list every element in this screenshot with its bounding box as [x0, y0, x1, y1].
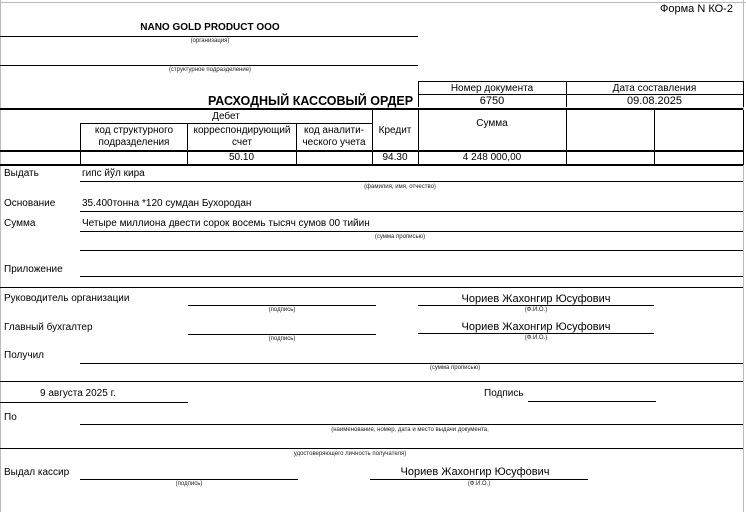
grid-line	[743, 0, 744, 512]
received-label: Получил	[4, 350, 44, 361]
head-label: Руководитель организации	[4, 293, 130, 304]
cashier-name-caption: (Ф.И.О.)	[467, 481, 491, 487]
head-sign-line	[188, 305, 376, 306]
accountant-name-line	[418, 333, 654, 334]
basis-label: Основание	[4, 198, 56, 209]
accountant-sign-line	[188, 334, 376, 335]
table-bottom	[0, 164, 743, 166]
amount-line	[80, 231, 743, 232]
org-line	[0, 36, 418, 37]
row-credit: 94.30	[382, 152, 408, 163]
issue-value: гипс йўл кира	[82, 168, 145, 179]
accountant-sign-caption: (подпись)	[268, 336, 296, 342]
amount-caption: (сумма прописью)	[374, 234, 426, 240]
doc-date-label: Дата составления	[612, 83, 697, 94]
order-date-line	[0, 402, 188, 403]
issue-label: Выдать	[4, 168, 39, 179]
received-line	[80, 363, 743, 364]
received-caption: (сумма прописью)	[429, 365, 481, 371]
by-caption: (наименование, номер, дата и место выдачи документа,	[331, 427, 489, 433]
grid-line	[0, 0, 1, 512]
cashier-sign-caption: (подпись)	[175, 481, 203, 487]
row-corr: 50.10	[228, 152, 255, 163]
docbox-top	[418, 81, 743, 82]
head-sign-caption: (подпись)	[268, 307, 296, 313]
document-title: РАСХОДНЫЙ КАССОВЫЙ ОРДЕР	[208, 94, 414, 108]
accountant-name-caption: (Ф.И.О.)	[524, 335, 548, 341]
table-col	[743, 110, 744, 165]
head-name: Чориев Жахонгир Юсуфович	[461, 293, 611, 305]
col-credit: Кредит	[378, 125, 412, 136]
docbox-line	[743, 81, 744, 107]
org-caption: (организация)	[190, 38, 230, 44]
issue-line	[80, 181, 743, 182]
dept-line	[0, 65, 418, 66]
issue-caption: (фамилия, имя, отчество)	[364, 184, 436, 190]
dept-caption: (структурное подразделение)	[168, 67, 252, 73]
basis-value: 35.400тонна *120 сумдан Бухородан	[82, 198, 252, 209]
table-col	[654, 110, 655, 165]
cashier-name-line	[370, 479, 588, 480]
cashier-name: Чориев Жахонгир Юсуфович	[400, 466, 550, 478]
by-line-2	[0, 448, 743, 449]
amount-value: Четыре миллиона двести сорок восемь тысяч сумов 00 тийин	[82, 218, 370, 229]
grid-line	[0, 2, 746, 3]
table-col	[296, 123, 297, 165]
doc-number-label: Номер документа	[450, 83, 534, 94]
debit-label: Дебет	[212, 111, 240, 122]
section-divider	[0, 287, 743, 288]
by-line	[80, 424, 743, 425]
by-caption-2: удостоверяющего личность получателя)	[293, 451, 407, 457]
debit-line	[80, 123, 372, 124]
table-col	[80, 123, 81, 165]
appendix-line	[80, 276, 743, 277]
head-name-line	[418, 305, 654, 306]
org-name: NANO GOLD PRODUCT OOO	[140, 22, 280, 33]
cashier-sign-line	[80, 479, 298, 480]
by-label: По	[4, 412, 17, 423]
basis-line	[80, 211, 743, 212]
form-code: Форма N КО-2	[660, 3, 733, 15]
accountant-name: Чориев Жахонгир Юсуфович	[461, 321, 611, 333]
head-name-caption: (Ф.И.О.)	[524, 307, 548, 313]
col-struct: код структурного подразделения	[94, 125, 174, 148]
signature-line	[528, 401, 656, 402]
appendix-label: Приложение	[4, 264, 63, 275]
col-sum: Сумма	[476, 118, 508, 129]
col-corr: корреспондирующий счет	[193, 125, 291, 148]
cashier-label: Выдал кассир	[4, 467, 70, 478]
accountant-label: Главный бухгалтер	[4, 322, 93, 333]
signature-label: Подпись	[484, 388, 524, 399]
table-col	[566, 110, 567, 165]
amount-line-2	[80, 250, 743, 251]
received-line-2	[0, 381, 743, 382]
doc-number: 6750	[479, 95, 505, 107]
order-date: 9 августа 2025 г.	[40, 388, 116, 399]
row-sum: 4 248 000,00	[462, 152, 522, 163]
col-analytic: код аналити-ческого учета	[302, 125, 366, 148]
doc-date: 09.08.2025	[626, 95, 683, 107]
amount-label: Сумма	[4, 218, 36, 229]
